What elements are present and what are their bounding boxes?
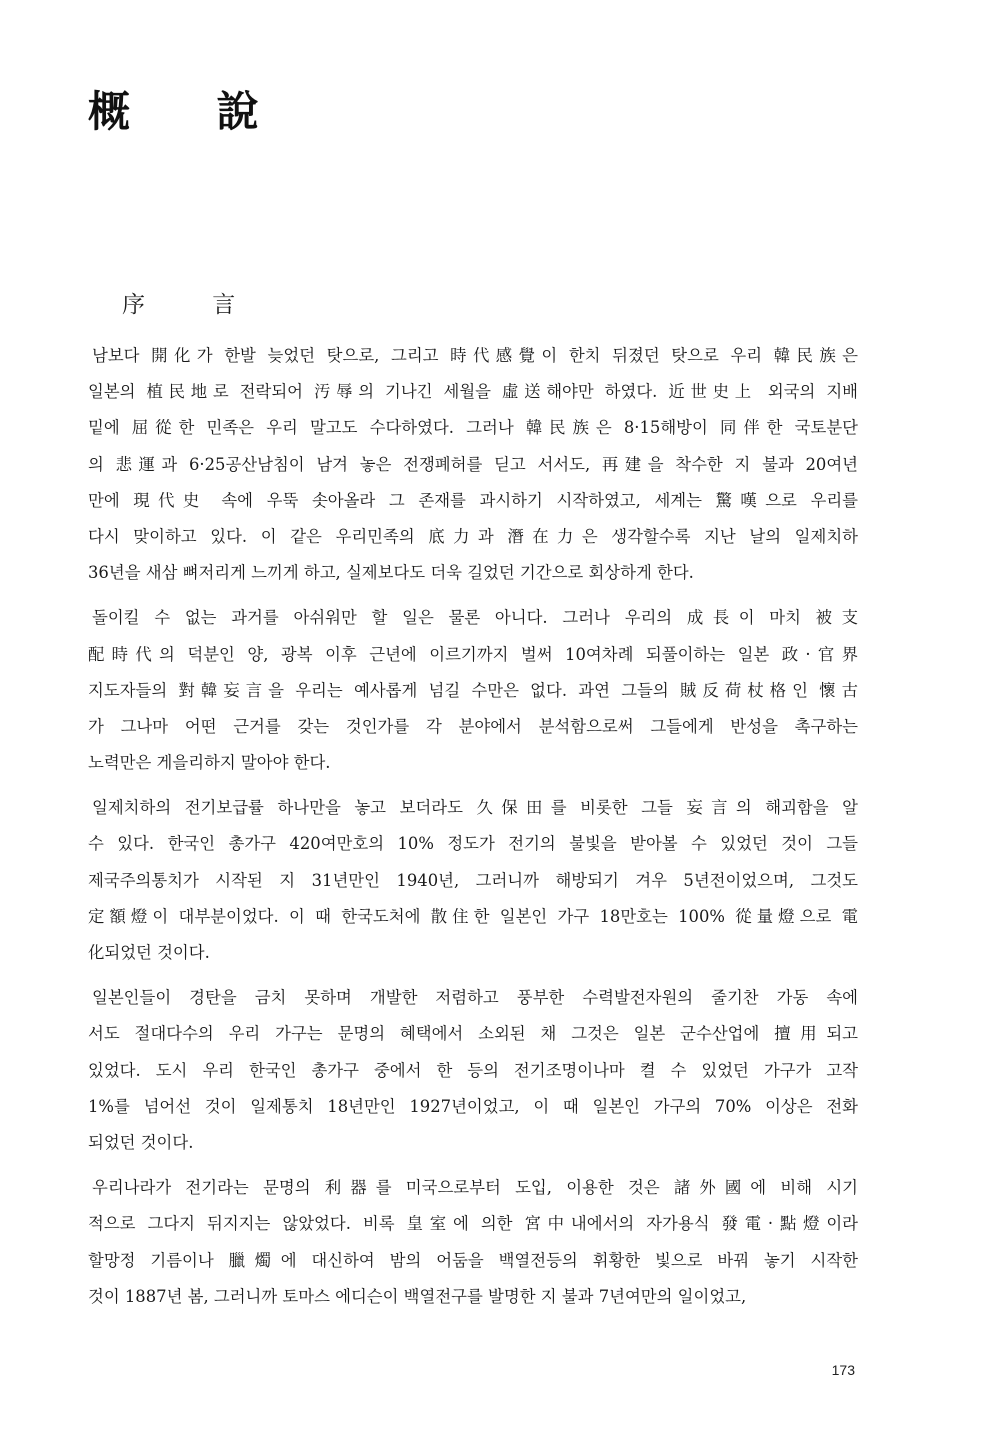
text-line: 만에 現代史 속에 우뚝 솟아올라 그 존재를 과시하기 시작하였고, 세계는 驚嘆으로 우리를 [88,490,858,510]
paragraph [88,338,858,591]
text-line: 할망정 기름이나 臘燭에 대신하여 밤의 어둠을 백열전등의 휘황한 빛으로 바꿔 놓기 시작한 [88,1250,858,1270]
text-line: 우리나라가 전기라는 문명의 利器를 미국으로부터 도입, 이용한 것은 諸外國에 비해 시기 [92,1178,858,1198]
text-line: 1%를 넘어선 것이 일제통치 18년만인 1927년이었고, 이 때 일본인 가구의 70% 이상은 전화 [88,1096,858,1116]
page-title: 概 說 [88,87,295,136]
text-line: 지도자들의 對韓妄言을 우리는 예사롭게 넘길 수만은 없다. 과연 그들의 賊反荷杖格인 懷古 [88,680,858,700]
text-line: 남보다 開化가 한발 늦었던 탓으로, 그리고 時代感覺이 한치 뒤졌던 탓으로 우리 韓民族은 [92,346,858,365]
text-line: 수 있다. 한국인 총가구 420여만호의 10% 정도가 전기의 불빛을 받아볼 수 있었던 것이 그들 [88,834,858,854]
text-line: 일본의 植民地로 전락되어 汚辱의 기나긴 세월을 虛送해야만 하였다. 近世史上 외국의 지배 [88,382,858,402]
text-line: 配時代의 덕분인 양, 광복 이후 근년에 이르기까지 벌써 10여차례 되풀이하는 일본 政·官界 [88,644,858,664]
text-line: 의 悲運과 6·25공산남침이 남겨 놓은 전쟁폐허를 딛고 서서도, 再建을 착수한 지 불과 20여년 [88,454,858,474]
text-line: 일본인들이 경탄을 금치 못하며 개발한 저렴하고 풍부한 수력발전자원의 줄기찬 가동 속에 [92,988,858,1008]
text-line: 적으로 그다지 뒤지지는 않았었다. 비록 皇室에 의한 宮中내에서의 자가용식 發電·點燈이라 [88,1214,858,1234]
text-line: 밑에 屈從한 민족은 우리 말고도 수다하였다. 그러나 韓民族은 8·15해방이 同伴한 국토분단 [88,418,858,438]
body-text [88,338,858,1324]
paragraph [88,980,858,1161]
text-line: 노력만은 게을리하지 말아야 한다. [88,753,331,773]
text-line: 36년을 새삼 뼈저리게 느끼게 하고, 실제보다도 더욱 길었던 기간으로 회상하게 한다. [88,563,694,583]
text-line: 일제치하의 전기보급률 하나만을 놓고 보더라도 久保田를 비롯한 그들 妄言의 해괴함을 알 [92,798,858,818]
text-line: 되었던 것이다. [88,1132,194,1152]
text-line: 定額燈이 대부분이었다. 이 때 한국도처에 散住한 일본인 가구 18만호는 100% 從量燈으로 電 [88,906,858,926]
text-line: 化되었던 것이다. [88,943,210,962]
paragraph [88,1170,858,1315]
section-heading: 序 言 [122,292,266,318]
text-line: 서도 절대다수의 우리 가구는 문명의 혜택에서 소외된 채 그것은 일본 군수산업에 擅用되고 [88,1024,858,1044]
text-line: 가 그나마 어떤 근거를 갖는 것인가를 각 분야에서 분석함으로써 그들에게 반성을 촉구하는 [88,716,858,736]
page-number: 173 [831,1362,855,1378]
text-line: 있었다. 도시 우리 한국인 총가구 중에서 한 등의 전기조명이나마 켤 수 있었던 가구가 고작 [88,1060,858,1080]
paragraph [88,790,858,971]
text-line: 것이 1887년 봄, 그러니까 토마스 에디슨이 백열전구를 발명한 지 불과 7년여만의 일이었고, [88,1286,747,1306]
paragraph [88,600,858,781]
text-line: 돌이킬 수 없는 과거를 아쉬워만 할 일은 물론 아니다. 그러나 우리의 成長이 마치 被支 [92,608,858,628]
text-line: 제국주의통치가 시작된 지 31년만인 1940년, 그러니까 해방되기 겨우 5년전이었으며, 그것도 [88,870,858,890]
text-line: 다시 맞이하고 있다. 이 같은 우리민족의 底力과 潛在力은 생각할수록 지난 날의 일제치하 [88,526,858,546]
